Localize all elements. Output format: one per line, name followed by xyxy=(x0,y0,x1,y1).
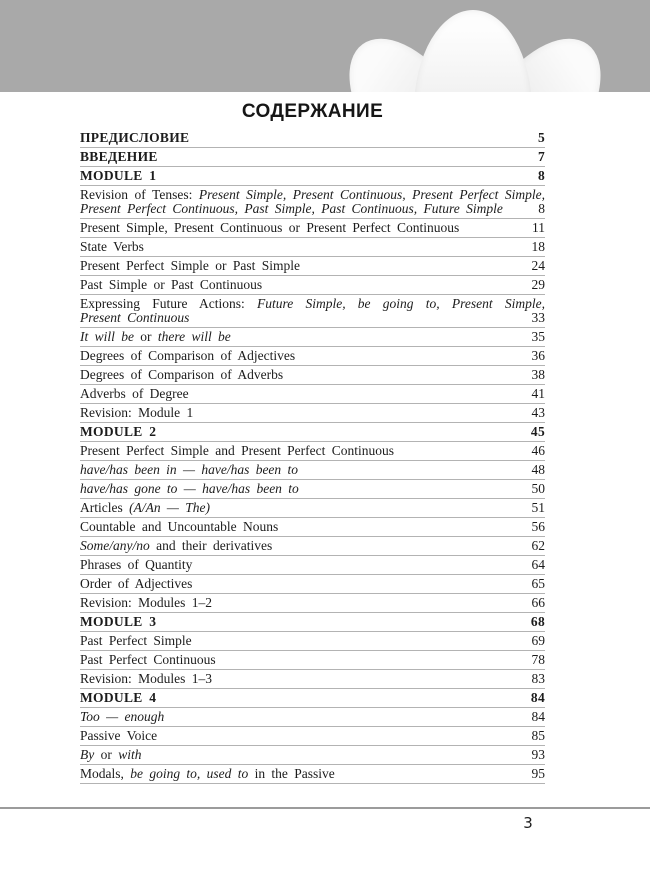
toc-page-number: 65 xyxy=(531,576,545,591)
toc-page-number: 56 xyxy=(531,519,545,534)
toc-entry-line xyxy=(80,202,545,216)
toc-entry-text: Passive Voice xyxy=(80,728,158,743)
toc-entry-line xyxy=(80,482,545,496)
toc-entry-text: or xyxy=(133,329,158,344)
toc-entry-text: Revision of Tenses: xyxy=(80,187,199,202)
toc-entry-text: there will be xyxy=(157,329,231,344)
toc-entry-text: Some/any/no xyxy=(80,538,150,553)
toc-entry-line xyxy=(80,672,545,686)
toc-row xyxy=(80,238,545,257)
toc-row xyxy=(80,670,545,689)
toc-page-number: 84 xyxy=(531,709,545,724)
toc-entry-line xyxy=(80,406,545,420)
toc-entry-text: Countable and Uncountable Nouns xyxy=(80,519,279,534)
toc-entry-text: (A/An — The) xyxy=(129,500,211,515)
toc-row xyxy=(80,613,545,632)
toc-entry-line xyxy=(80,349,545,363)
toc-entry-line xyxy=(80,520,545,534)
toc-entry-text: Past Perfect Continuous xyxy=(80,652,216,667)
toc-row xyxy=(80,689,545,708)
toc-row xyxy=(80,708,545,727)
toc-entry-line xyxy=(80,653,545,667)
toc-entry-line xyxy=(80,748,545,762)
toc-entry-line xyxy=(80,425,545,439)
toc-entry-text: It will be xyxy=(80,329,134,344)
toc-page-number: 64 xyxy=(531,557,545,572)
toc-entry-line xyxy=(80,240,545,254)
toc-entry-line xyxy=(80,634,545,648)
toc-page-number: 69 xyxy=(531,633,545,648)
toc-row xyxy=(80,461,545,480)
toc-entry-line xyxy=(80,131,545,145)
toc-entry-text: Adverbs of Degree xyxy=(80,386,189,401)
toc-page-number: 83 xyxy=(531,671,545,686)
toc-page-number: 5 xyxy=(537,130,545,145)
toc-row xyxy=(80,537,545,556)
toc-entry-line xyxy=(80,596,545,610)
toc-entry-text: Modals, xyxy=(80,766,131,781)
toc-row xyxy=(80,746,545,765)
toc-row xyxy=(80,148,545,167)
toc-entry-line xyxy=(80,330,545,344)
toc-row xyxy=(80,423,545,442)
page-title: СОДЕРЖАНИЕ xyxy=(241,101,384,122)
toc-entry-text: Revision: Modules 1–2 xyxy=(80,595,212,610)
toc-row xyxy=(80,167,545,186)
toc-entry-text: Past Perfect Simple xyxy=(80,633,192,648)
toc-row xyxy=(80,328,545,347)
toc-entry-text: or xyxy=(94,747,119,762)
toc-entry-text: MODULE 2 xyxy=(80,424,157,439)
toc-row xyxy=(80,518,545,537)
toc-entry-text: Future Simple, be going to, Present Simple, xyxy=(256,296,545,311)
toc-entry-line xyxy=(80,311,545,325)
toc-page-number: 84 xyxy=(530,690,545,705)
toc-page-number: 18 xyxy=(531,239,545,254)
toc-entry-text: with xyxy=(118,747,142,762)
toc-entry-text: Past Simple or Past Continuous xyxy=(80,277,263,292)
toc-page-number: 68 xyxy=(530,614,545,629)
toc-entry-line xyxy=(80,188,545,202)
toc-row xyxy=(80,385,545,404)
toc-row xyxy=(80,765,545,784)
toc-row xyxy=(80,556,545,575)
toc-entry-text: Order of Adjectives xyxy=(80,576,193,591)
toc-entry-line xyxy=(80,221,545,235)
toc-row xyxy=(80,219,545,238)
folio-page-number: 3 xyxy=(523,814,533,832)
toc-page-number: 36 xyxy=(531,348,545,363)
toc-entry-text: Degrees of Comparison of Adjectives xyxy=(80,348,296,363)
toc-entry-line xyxy=(80,387,545,401)
toc-entry-text: Present Perfect Simple and Present Perfect Continuous xyxy=(80,443,395,458)
toc-entry-line xyxy=(80,463,545,477)
toc-row xyxy=(80,276,545,295)
toc-entry-text: Revision: Modules 1–3 xyxy=(80,671,212,686)
toc-entry-line xyxy=(80,615,545,629)
toc-page-number: 46 xyxy=(531,443,545,458)
toc-page-number: 62 xyxy=(531,538,545,553)
toc-entry-text: Present Simple, Present Continuous, Present Perfect Simple, xyxy=(198,187,545,202)
toc-entry-line xyxy=(80,278,545,292)
toc-page-number: 11 xyxy=(532,220,545,235)
toc-row xyxy=(80,257,545,276)
toc-list xyxy=(80,129,545,784)
toc-row xyxy=(80,186,545,219)
toc-row xyxy=(80,404,545,423)
toc-entry-line xyxy=(80,368,545,382)
toc-entry-line xyxy=(80,558,545,572)
toc-entry-line xyxy=(80,297,545,311)
toc-row xyxy=(80,727,545,746)
toc-entry-text: ПРЕДИСЛОВИЕ xyxy=(80,130,190,145)
toc-page-number: 51 xyxy=(531,500,545,515)
toc-entry-line xyxy=(80,767,545,781)
toc-page-number: 35 xyxy=(531,329,545,344)
toc-entry-text: Phrases of Quantity xyxy=(80,557,193,572)
toc-entry-text: have/has gone to — have/has been to xyxy=(80,481,299,496)
toc-entry-text: Present Perfect Simple or Past Simple xyxy=(80,258,300,273)
toc-entry-text: MODULE 1 xyxy=(80,168,157,183)
toc-entry-text: Present Simple, Present Continuous or Present Perfect Continuous xyxy=(80,220,460,235)
toc-entry-line xyxy=(80,169,545,183)
toc-page-number: 93 xyxy=(531,747,545,762)
toc-entry-line xyxy=(80,501,545,515)
toc-entry-text: State Verbs xyxy=(80,239,144,254)
toc-entry-text: Present Perfect Continuous, Past Simple, Past Continuous, Future Simple xyxy=(80,201,503,216)
toc-page-number: 45 xyxy=(530,424,545,439)
toc-entry-text: Articles xyxy=(80,500,130,515)
toc-page-number: 24 xyxy=(531,258,545,273)
toc-entry-text: Present Continuous xyxy=(80,310,190,325)
toc-row xyxy=(80,651,545,670)
toc-entry-text: be going to, used to xyxy=(130,766,249,781)
toc-entry-line xyxy=(80,150,545,164)
toc-entry-text: Expressing Future Actions: xyxy=(80,296,257,311)
toc-page-number: 8 xyxy=(538,201,545,216)
toc-page-number: 33 xyxy=(531,310,545,325)
toc-page-number: 48 xyxy=(531,462,545,477)
toc-page-number: 7 xyxy=(537,149,545,164)
toc-page-number: 38 xyxy=(531,367,545,382)
toc-page-number: 8 xyxy=(537,168,545,183)
toc-entry-text: have/has been in — have/has been to xyxy=(80,462,299,477)
toc-entry-line xyxy=(80,539,545,553)
toc-row xyxy=(80,499,545,518)
toc-row xyxy=(80,129,545,148)
toc-entry-line xyxy=(80,691,545,705)
toc-page-number: 29 xyxy=(531,277,545,292)
toc-entry-line xyxy=(80,729,545,743)
toc-entry-text: MODULE 4 xyxy=(80,690,157,705)
toc-row xyxy=(80,366,545,385)
toc-row xyxy=(80,442,545,461)
toc-page-number: 66 xyxy=(531,595,545,610)
footer-rule xyxy=(0,807,650,809)
toc-page-number: 85 xyxy=(531,728,545,743)
toc-entry-text: By xyxy=(80,747,95,762)
petal-decoration-center-icon xyxy=(414,10,532,92)
toc-entry-text: Revision: Module 1 xyxy=(80,405,194,420)
toc-entry-text: MODULE 3 xyxy=(80,614,157,629)
toc-page-number: 78 xyxy=(531,652,545,667)
toc-entry-text: and their derivatives xyxy=(149,538,273,553)
toc-row xyxy=(80,295,545,328)
toc-entry-line xyxy=(80,577,545,591)
toc-row xyxy=(80,575,545,594)
toc-entry-line xyxy=(80,710,545,724)
toc-row xyxy=(80,594,545,613)
header-band xyxy=(0,0,650,92)
toc-entry-text: Degrees of Comparison of Adverbs xyxy=(80,367,284,382)
toc-row xyxy=(80,632,545,651)
toc-entry-line xyxy=(80,444,545,458)
toc-row xyxy=(80,480,545,499)
toc-row xyxy=(80,347,545,366)
toc-page-number: 95 xyxy=(531,766,545,781)
toc-page-number: 41 xyxy=(531,386,545,401)
toc-entry-text: ВВЕДЕНИЕ xyxy=(80,149,158,164)
toc-entry-text: Too — enough xyxy=(80,709,165,724)
toc-entry-line xyxy=(80,259,545,273)
toc-page-number: 50 xyxy=(531,481,545,496)
toc-page-number: 43 xyxy=(531,405,545,420)
toc-entry-text: in the Passive xyxy=(248,766,335,781)
